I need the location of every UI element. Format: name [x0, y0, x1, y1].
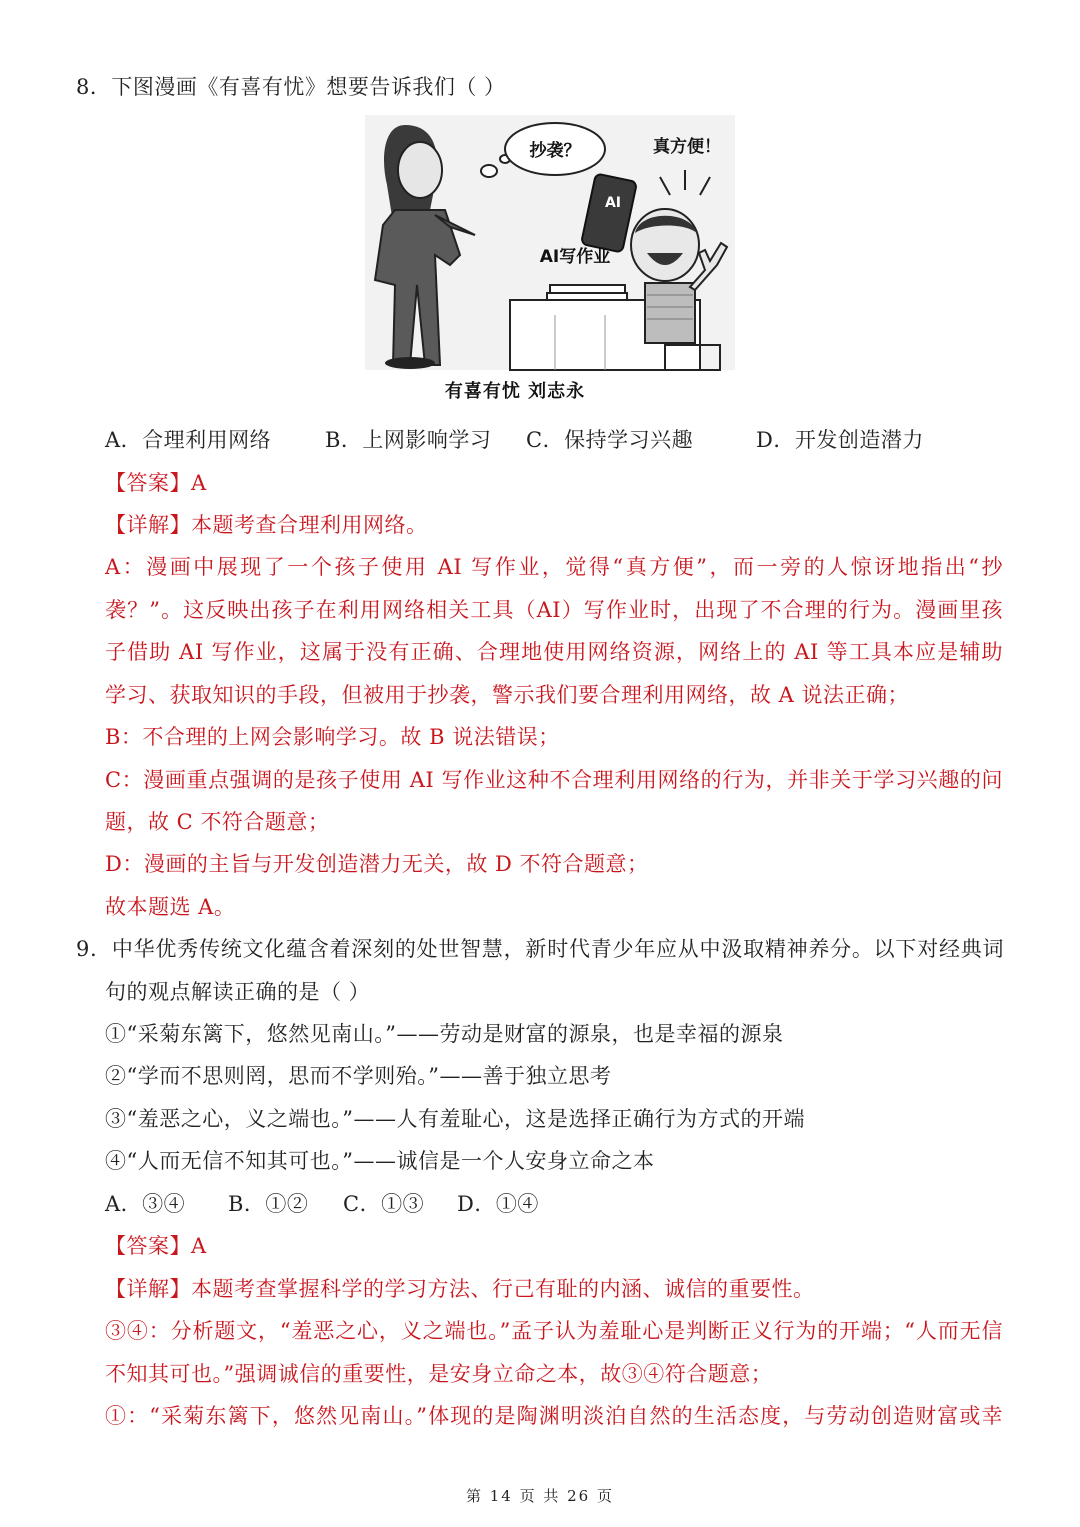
q8-option-c[interactable]: C．保持学习兴趣: [526, 428, 694, 452]
q8-analysis-line: B：不合理的上网会影响学习。故 B 说法错误；: [105, 725, 560, 749]
q9-statement: ④“人而无信不知其可也。”——诚信是一个人安身立命之本: [105, 1149, 655, 1173]
q9-stem-line1: 9．中华优秀传统文化蕴含着深刻的处世智慧，新时代青少年应从中汲取精神养分。以下对经典词: [76, 937, 1004, 961]
q8-option-b[interactable]: B．上网影响学习: [325, 428, 492, 452]
q8-analysis-line: 故本题选 A。: [105, 895, 236, 919]
q8-analysis-line: 子借助 AI 写作业，这属于没有正确、合理地使用网络资源，网络上的 AI 等工具本应是辅助: [105, 640, 1003, 664]
q9-statement: ③“羞恶之心，义之端也。”——人有羞耻心，这是选择正确行为方式的开端: [105, 1107, 805, 1131]
page-footer: 第 14 页 共 26 页: [465, 1487, 614, 1505]
q8-option-d[interactable]: D．开发创造潜力: [756, 428, 924, 452]
comic-figure: [365, 115, 735, 405]
comic-illustration: [365, 115, 735, 375]
bubble-right-text: 真方便！: [653, 137, 721, 157]
q9-statement: ①“采菊东篱下，悠然见南山。”——劳动是财富的源泉，也是幸福的源泉: [105, 1022, 784, 1046]
q8-analysis-line: D：漫画的主旨与开发创造潜力无关，故 D 不符合题意；: [105, 852, 649, 876]
q8-option-a[interactable]: A．合理利用网络: [105, 428, 272, 452]
bubble-left-text: 抄袭？: [529, 141, 581, 161]
q9-option-c[interactable]: C．①③: [343, 1192, 425, 1216]
q9-option-b[interactable]: B．①②: [228, 1192, 309, 1216]
q8-analysis-line: 学习、获取知识的手段，但被用于抄袭，警示我们要合理利用网络，故 A 说法正确；: [105, 683, 910, 707]
q9-answer: 【答案】A: [105, 1234, 207, 1258]
q9-option-a[interactable]: A．③④: [105, 1192, 186, 1216]
q8-answer: 【答案】A: [105, 471, 207, 495]
q9-statement: ②“学而不思则罔，思而不学则殆。”——善于独立思考: [105, 1064, 612, 1088]
q9-analysis-line: ③④：分析题文，“羞恶之心，义之端也。”孟子认为羞耻心是判断正义行为的开端；“人而无信: [105, 1319, 1003, 1343]
q8-stem: 8．下图漫画《有喜有忧》想要告诉我们（ ）: [76, 75, 506, 99]
q9-analysis-line: ①：“采菊东篱下，悠然见南山。”体现的是陶渊明淡泊自然的生活态度，与劳动创造财富或幸: [105, 1404, 1003, 1428]
q8-analysis-title: 【详解】本题考查合理利用网络。: [105, 513, 428, 537]
q8-analysis-line: 袭？”。这反映出孩子在利用网络相关工具（AI）写作业时，出现了不合理的行为。漫画里孩: [105, 598, 1003, 622]
q8-analysis-line: A：漫画中展现了一个孩子使用 AI 写作业，觉得“真方便”，而一旁的人惊讶地指出“抄: [105, 555, 1003, 579]
thought-dot: [481, 165, 497, 177]
q8-analysis-line: 题，故 C 不符合题意；: [105, 810, 330, 834]
q9-analysis-line: 不知其可也。”强调诚信的重要性，是安身立命之本，故③④符合题意；: [105, 1362, 773, 1386]
q9-analysis-title: 【详解】本题考查掌握科学的学习方法、行己有耻的内涵、诚信的重要性。: [105, 1277, 815, 1301]
phone-text: AI: [604, 195, 622, 211]
homework-label: AI写作业: [539, 247, 611, 267]
q9-stem-line2: 句的观点解读正确的是（ ）: [105, 980, 371, 1004]
q8-analysis-line: C：漫画重点强调的是孩子使用 AI 写作业这种不合理利用网络的行为，并非关于学习兴趣的问: [105, 768, 1003, 792]
q9-option-d[interactable]: D．①④: [457, 1192, 539, 1216]
comic-caption: 有喜有忧 刘志永: [444, 381, 586, 402]
